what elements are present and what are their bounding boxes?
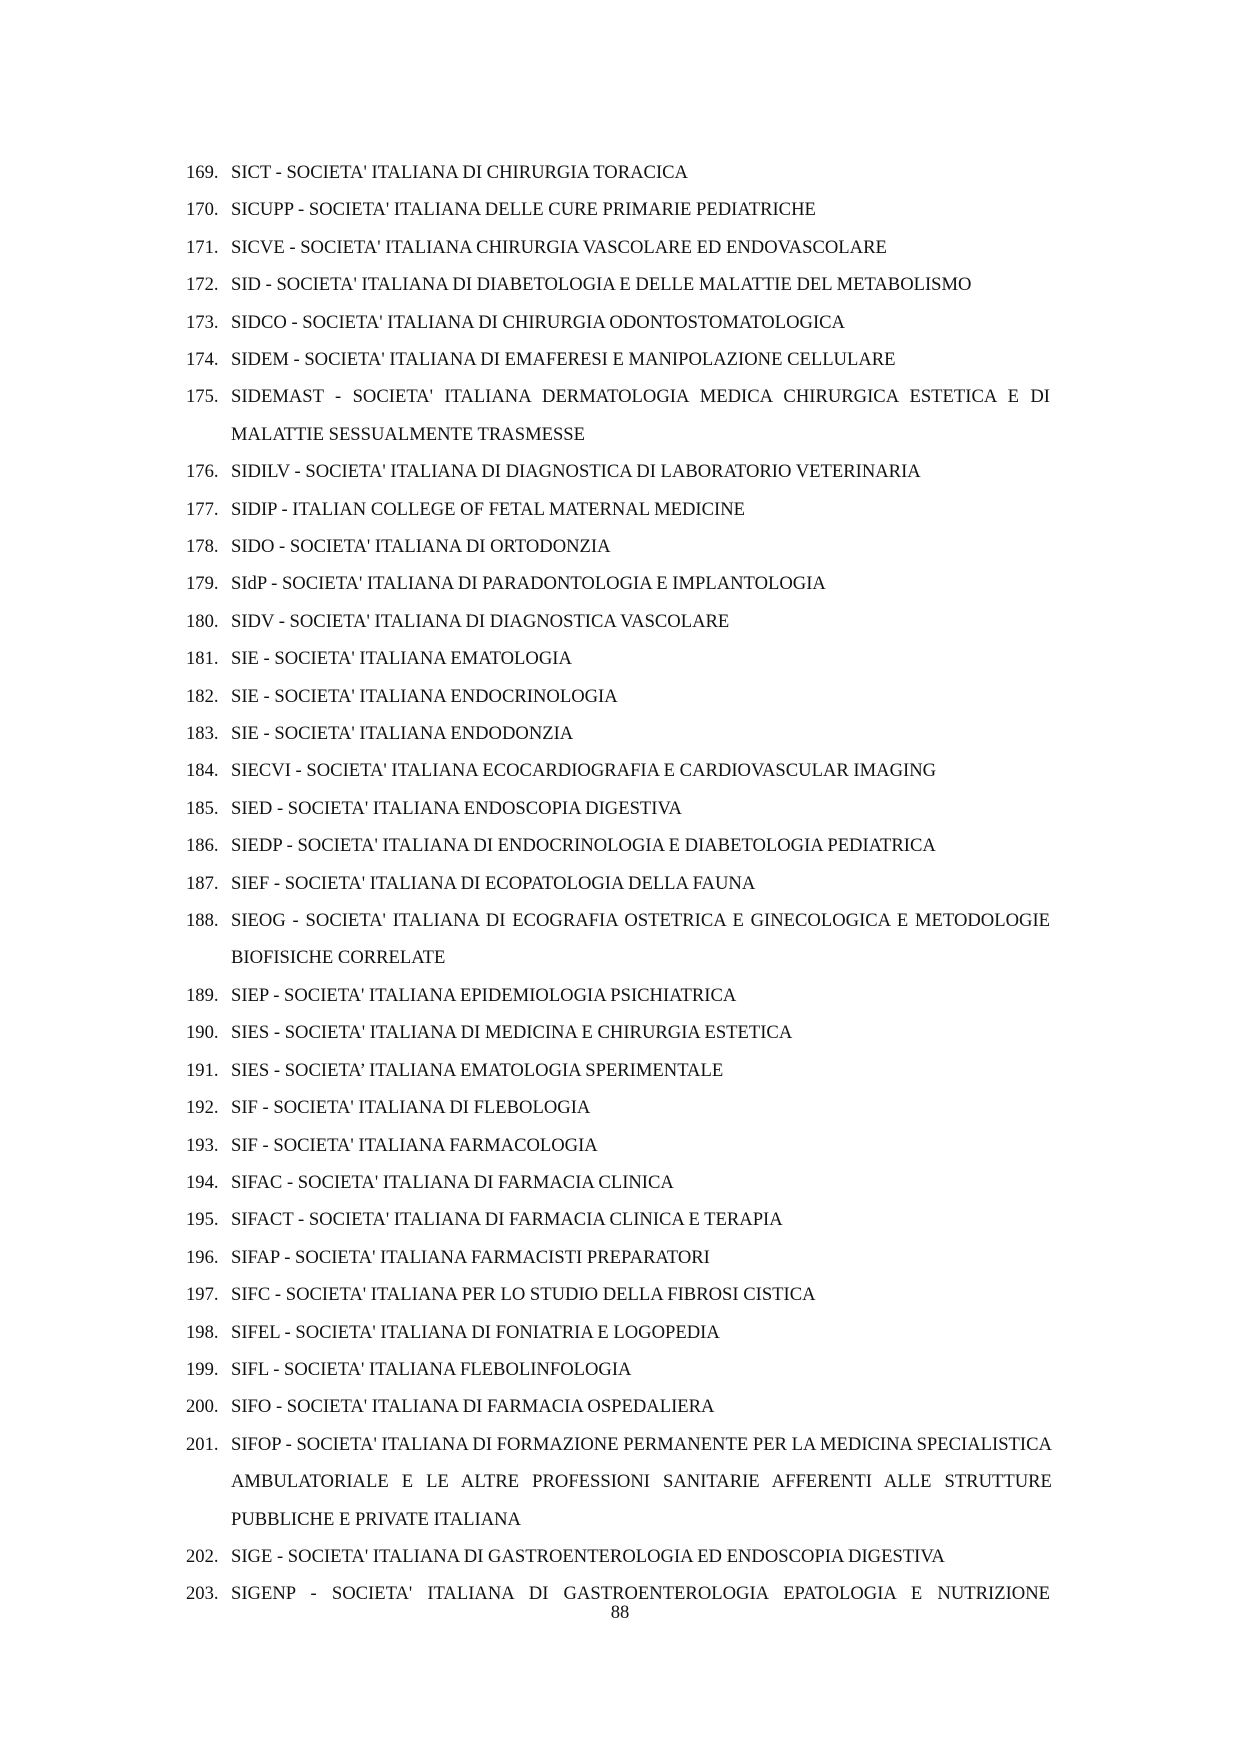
item-text-line: SIEF - SOCIETA' ITALIANA DI ECOPATOLOGIA DELLA FAUNA: [231, 872, 756, 894]
item-text-line: MALATTIE SESSUALMENTE TRASMESSE: [231, 423, 585, 445]
item-text-line: SIDO - SOCIETA' ITALIANA DI ORTODONZIA: [231, 536, 611, 558]
item-text: [231, 977, 1050, 1014]
item-text-line: SIE - SOCIETA' ITALIANA EMATOLOGIA: [231, 648, 572, 670]
item-text: [231, 191, 1050, 228]
item-text: [231, 1239, 1050, 1276]
item-number: 190.: [186, 1022, 219, 1044]
item-number: 202.: [186, 1545, 219, 1567]
item-text: [231, 790, 1050, 827]
item-text-line: SIFOP - SOCIETA' ITALIANA DI FORMAZIONE PERMANENTE PER LA MEDICINA SPECIALISTICA: [231, 1433, 1052, 1455]
item-text-line: SIFC - SOCIETA' ITALIANA PER LO STUDIO DELLA FIBROSI CISTICA: [231, 1284, 816, 1306]
item-text-line: SIDV - SOCIETA' ITALIANA DI DIAGNOSTICA VASCOLARE: [231, 610, 730, 632]
list-item: [186, 229, 1050, 266]
item-number: 179.: [186, 573, 219, 595]
list-item: [186, 191, 1050, 228]
item-text-line: SIDEMAST - SOCIETA' ITALIANA DERMATOLOGIA MEDICA CHIRURGICA ESTETICA E DI: [231, 386, 1050, 408]
item-text: [231, 715, 1050, 752]
item-text: [231, 1351, 1050, 1388]
list-item: [186, 266, 1050, 303]
item-text-line: SIdP - SOCIETA' ITALIANA DI PARADONTOLOGIA E IMPLANTOLOGIA: [231, 573, 826, 595]
item-text-line: SIED - SOCIETA' ITALIANA ENDOSCOPIA DIGESTIVA: [231, 797, 682, 819]
item-number: 189.: [186, 984, 219, 1006]
item-text-line: SIDIP - ITALIAN COLLEGE OF FETAL MATERNAL MEDICINE: [231, 498, 745, 520]
item-text-line: SIFAC - SOCIETA' ITALIANA DI FARMACIA CLINICA: [231, 1171, 674, 1193]
item-text-line: PUBBLICHE E PRIVATE ITALIANA: [231, 1508, 521, 1530]
item-number: 186.: [186, 835, 219, 857]
list-item: [186, 1538, 1050, 1575]
item-text: [231, 752, 1050, 789]
item-text: [231, 491, 1050, 528]
item-number: 178.: [186, 536, 219, 558]
item-text: [231, 154, 1050, 191]
item-text: [231, 229, 1050, 266]
list-item: [186, 1201, 1050, 1238]
item-number: 197.: [186, 1284, 219, 1306]
item-text-line: SIDEM - SOCIETA' ITALIANA DI EMAFERESI E MANIPOLAZIONE CELLULARE: [231, 349, 896, 371]
item-number: 192.: [186, 1097, 219, 1119]
item-text-line: SID - SOCIETA' ITALIANA DI DIABETOLOGIA E DELLE MALATTIE DEL METABOLISMO: [231, 274, 972, 296]
item-text: [231, 1276, 1050, 1313]
list-item: [186, 715, 1050, 752]
item-text-line: SIDILV - SOCIETA' ITALIANA DI DIAGNOSTICA DI LABORATORIO VETERINARIA: [231, 461, 921, 483]
item-text-line: SIGENP - SOCIETA' ITALIANA DI GASTROENTEROLOGIA EPATOLOGIA E NUTRIZIONE: [231, 1583, 1050, 1605]
item-text: [231, 678, 1050, 715]
item-number: 183.: [186, 723, 219, 745]
item-number: 191.: [186, 1059, 219, 1081]
list-item: [186, 1052, 1050, 1089]
list-item: [186, 528, 1050, 565]
item-text-line: BIOFISICHE CORRELATE: [231, 947, 446, 969]
list-item: [186, 1388, 1050, 1425]
list-item: [186, 1089, 1050, 1126]
item-text: [231, 1201, 1050, 1238]
item-text-line: AMBULATORIALE E LE ALTRE PROFESSIONI SANITARIE AFFERENTI ALLE STRUTTURE: [231, 1471, 1052, 1493]
item-number: 188.: [186, 910, 219, 932]
item-text: [231, 1388, 1050, 1425]
item-text-line: SIEOG - SOCIETA' ITALIANA DI ECOGRAFIA OSTETRICA E GINECOLOGICA E METODOLOGIE: [231, 910, 1050, 932]
list-item: [186, 678, 1050, 715]
list-item: [186, 790, 1050, 827]
item-number: 175.: [186, 386, 219, 408]
item-text-line: SIES - SOCIETA' ITALIANA DI MEDICINA E CHIRURGIA ESTETICA: [231, 1022, 793, 1044]
item-text-line: SIGE - SOCIETA' ITALIANA DI GASTROENTEROLOGIA ED ENDOSCOPIA DIGESTIVA: [231, 1545, 945, 1567]
item-number: 181.: [186, 648, 219, 670]
item-number: 172.: [186, 274, 219, 296]
item-text: [231, 1426, 1052, 1538]
item-number: 196.: [186, 1246, 219, 1268]
item-number: 199.: [186, 1358, 219, 1380]
item-text-line: SIEDP - SOCIETA' ITALIANA DI ENDOCRINOLOGIA E DIABETOLOGIA PEDIATRICA: [231, 835, 936, 857]
item-number: 169.: [186, 162, 219, 183]
item-number: 171.: [186, 236, 219, 258]
item-text-line: SIECVI - SOCIETA' ITALIANA ECOCARDIOGRAFIA E CARDIOVASCULAR IMAGING: [231, 760, 937, 782]
item-text: [231, 528, 1050, 565]
list-item: [186, 1239, 1050, 1276]
item-text-line: SIFL - SOCIETA' ITALIANA FLEBOLINFOLOGIA: [231, 1358, 632, 1380]
item-text: [231, 565, 1050, 602]
item-text-line: SIDCO - SOCIETA' ITALIANA DI CHIRURGIA ODONTOSTOMATOLOGICA: [231, 311, 845, 333]
list-item: [186, 1351, 1050, 1388]
item-text: [231, 453, 1050, 490]
list-item: [186, 1314, 1050, 1351]
item-number: 173.: [186, 311, 219, 333]
item-text-line: SIFEL - SOCIETA' ITALIANA DI FONIATRIA E LOGOPEDIA: [231, 1321, 720, 1343]
item-text: [231, 1089, 1050, 1126]
list-item: [186, 491, 1050, 528]
list-item: [186, 603, 1050, 640]
list-item: [186, 865, 1050, 902]
list-item: [186, 752, 1050, 789]
item-text: [231, 1014, 1050, 1051]
list-item: [186, 304, 1050, 341]
item-text: [231, 1314, 1050, 1351]
item-text: [231, 266, 1050, 303]
item-number: 198.: [186, 1321, 219, 1343]
list-item: [186, 1127, 1050, 1164]
item-text-line: SIFAP - SOCIETA' ITALIANA FARMACISTI PREPARATORI: [231, 1246, 710, 1268]
item-number: 177.: [186, 498, 219, 520]
item-text-line: SIFO - SOCIETA' ITALIANA DI FARMACIA OSPEDALIERA: [231, 1396, 715, 1418]
list-item: [186, 1014, 1050, 1051]
item-text-line: SICUPP - SOCIETA' ITALIANA DELLE CURE PRIMARIE PEDIATRICHE: [231, 199, 816, 221]
list-item: [186, 977, 1050, 1014]
item-number: 176.: [186, 461, 219, 483]
item-text: [231, 1538, 1050, 1575]
list-item: [186, 154, 1050, 191]
item-number: 174.: [186, 349, 219, 371]
list-item: [186, 378, 1050, 453]
item-text: [231, 827, 1050, 864]
item-text-line: SIE - SOCIETA' ITALIANA ENDOCRINOLOGIA: [231, 685, 618, 707]
item-text: [231, 378, 1050, 453]
item-text-line: SIES - SOCIETA’ ITALIANA EMATOLOGIA SPERIMENTALE: [231, 1059, 724, 1081]
item-number: 203.: [186, 1583, 219, 1605]
list-item: [186, 565, 1050, 602]
item-number: 195.: [186, 1209, 219, 1231]
item-text: [231, 603, 1050, 640]
item-number: 201.: [186, 1433, 219, 1455]
item-text-line: SICT - SOCIETA' ITALIANA DI CHIRURGIA TORACICA: [231, 162, 688, 183]
item-number: 184.: [186, 760, 219, 782]
item-number: 170.: [186, 199, 219, 221]
page-number: 88: [610, 1602, 630, 1623]
item-number: 200.: [186, 1396, 219, 1418]
item-text: [231, 1052, 1050, 1089]
item-text-line: SIF - SOCIETA' ITALIANA FARMACOLOGIA: [231, 1134, 598, 1156]
item-number: 187.: [186, 872, 219, 894]
item-number: 194.: [186, 1171, 219, 1193]
list-item: [186, 640, 1050, 677]
item-text: [231, 865, 1050, 902]
item-text: [231, 640, 1050, 677]
item-number: 193.: [186, 1134, 219, 1156]
list-item: [186, 453, 1050, 490]
item-text: [231, 1127, 1050, 1164]
list-item: [186, 341, 1050, 378]
item-text-line: SIE - SOCIETA' ITALIANA ENDODONZIA: [231, 723, 574, 745]
item-text-line: SIEP - SOCIETA' ITALIANA EPIDEMIOLOGIA PSICHIATRICA: [231, 984, 737, 1006]
list-item: [186, 1426, 1050, 1538]
item-number: 185.: [186, 797, 219, 819]
list-item: [186, 902, 1050, 977]
list-item: [186, 1164, 1050, 1201]
item-text-line: SIFACT - SOCIETA' ITALIANA DI FARMACIA CLINICA E TERAPIA: [231, 1209, 783, 1231]
item-text-line: SICVE - SOCIETA' ITALIANA CHIRURGIA VASCOLARE ED ENDOVASCOLARE: [231, 236, 887, 258]
item-text: [231, 304, 1050, 341]
item-number: 182.: [186, 685, 219, 707]
list-item: [186, 827, 1050, 864]
item-text: [231, 341, 1050, 378]
list-item: [186, 1276, 1050, 1313]
item-text: [231, 902, 1050, 977]
item-text: [231, 1164, 1050, 1201]
item-number: 180.: [186, 610, 219, 632]
item-text-line: SIF - SOCIETA' ITALIANA DI FLEBOLOGIA: [231, 1097, 591, 1119]
society-list: [186, 154, 1050, 1613]
